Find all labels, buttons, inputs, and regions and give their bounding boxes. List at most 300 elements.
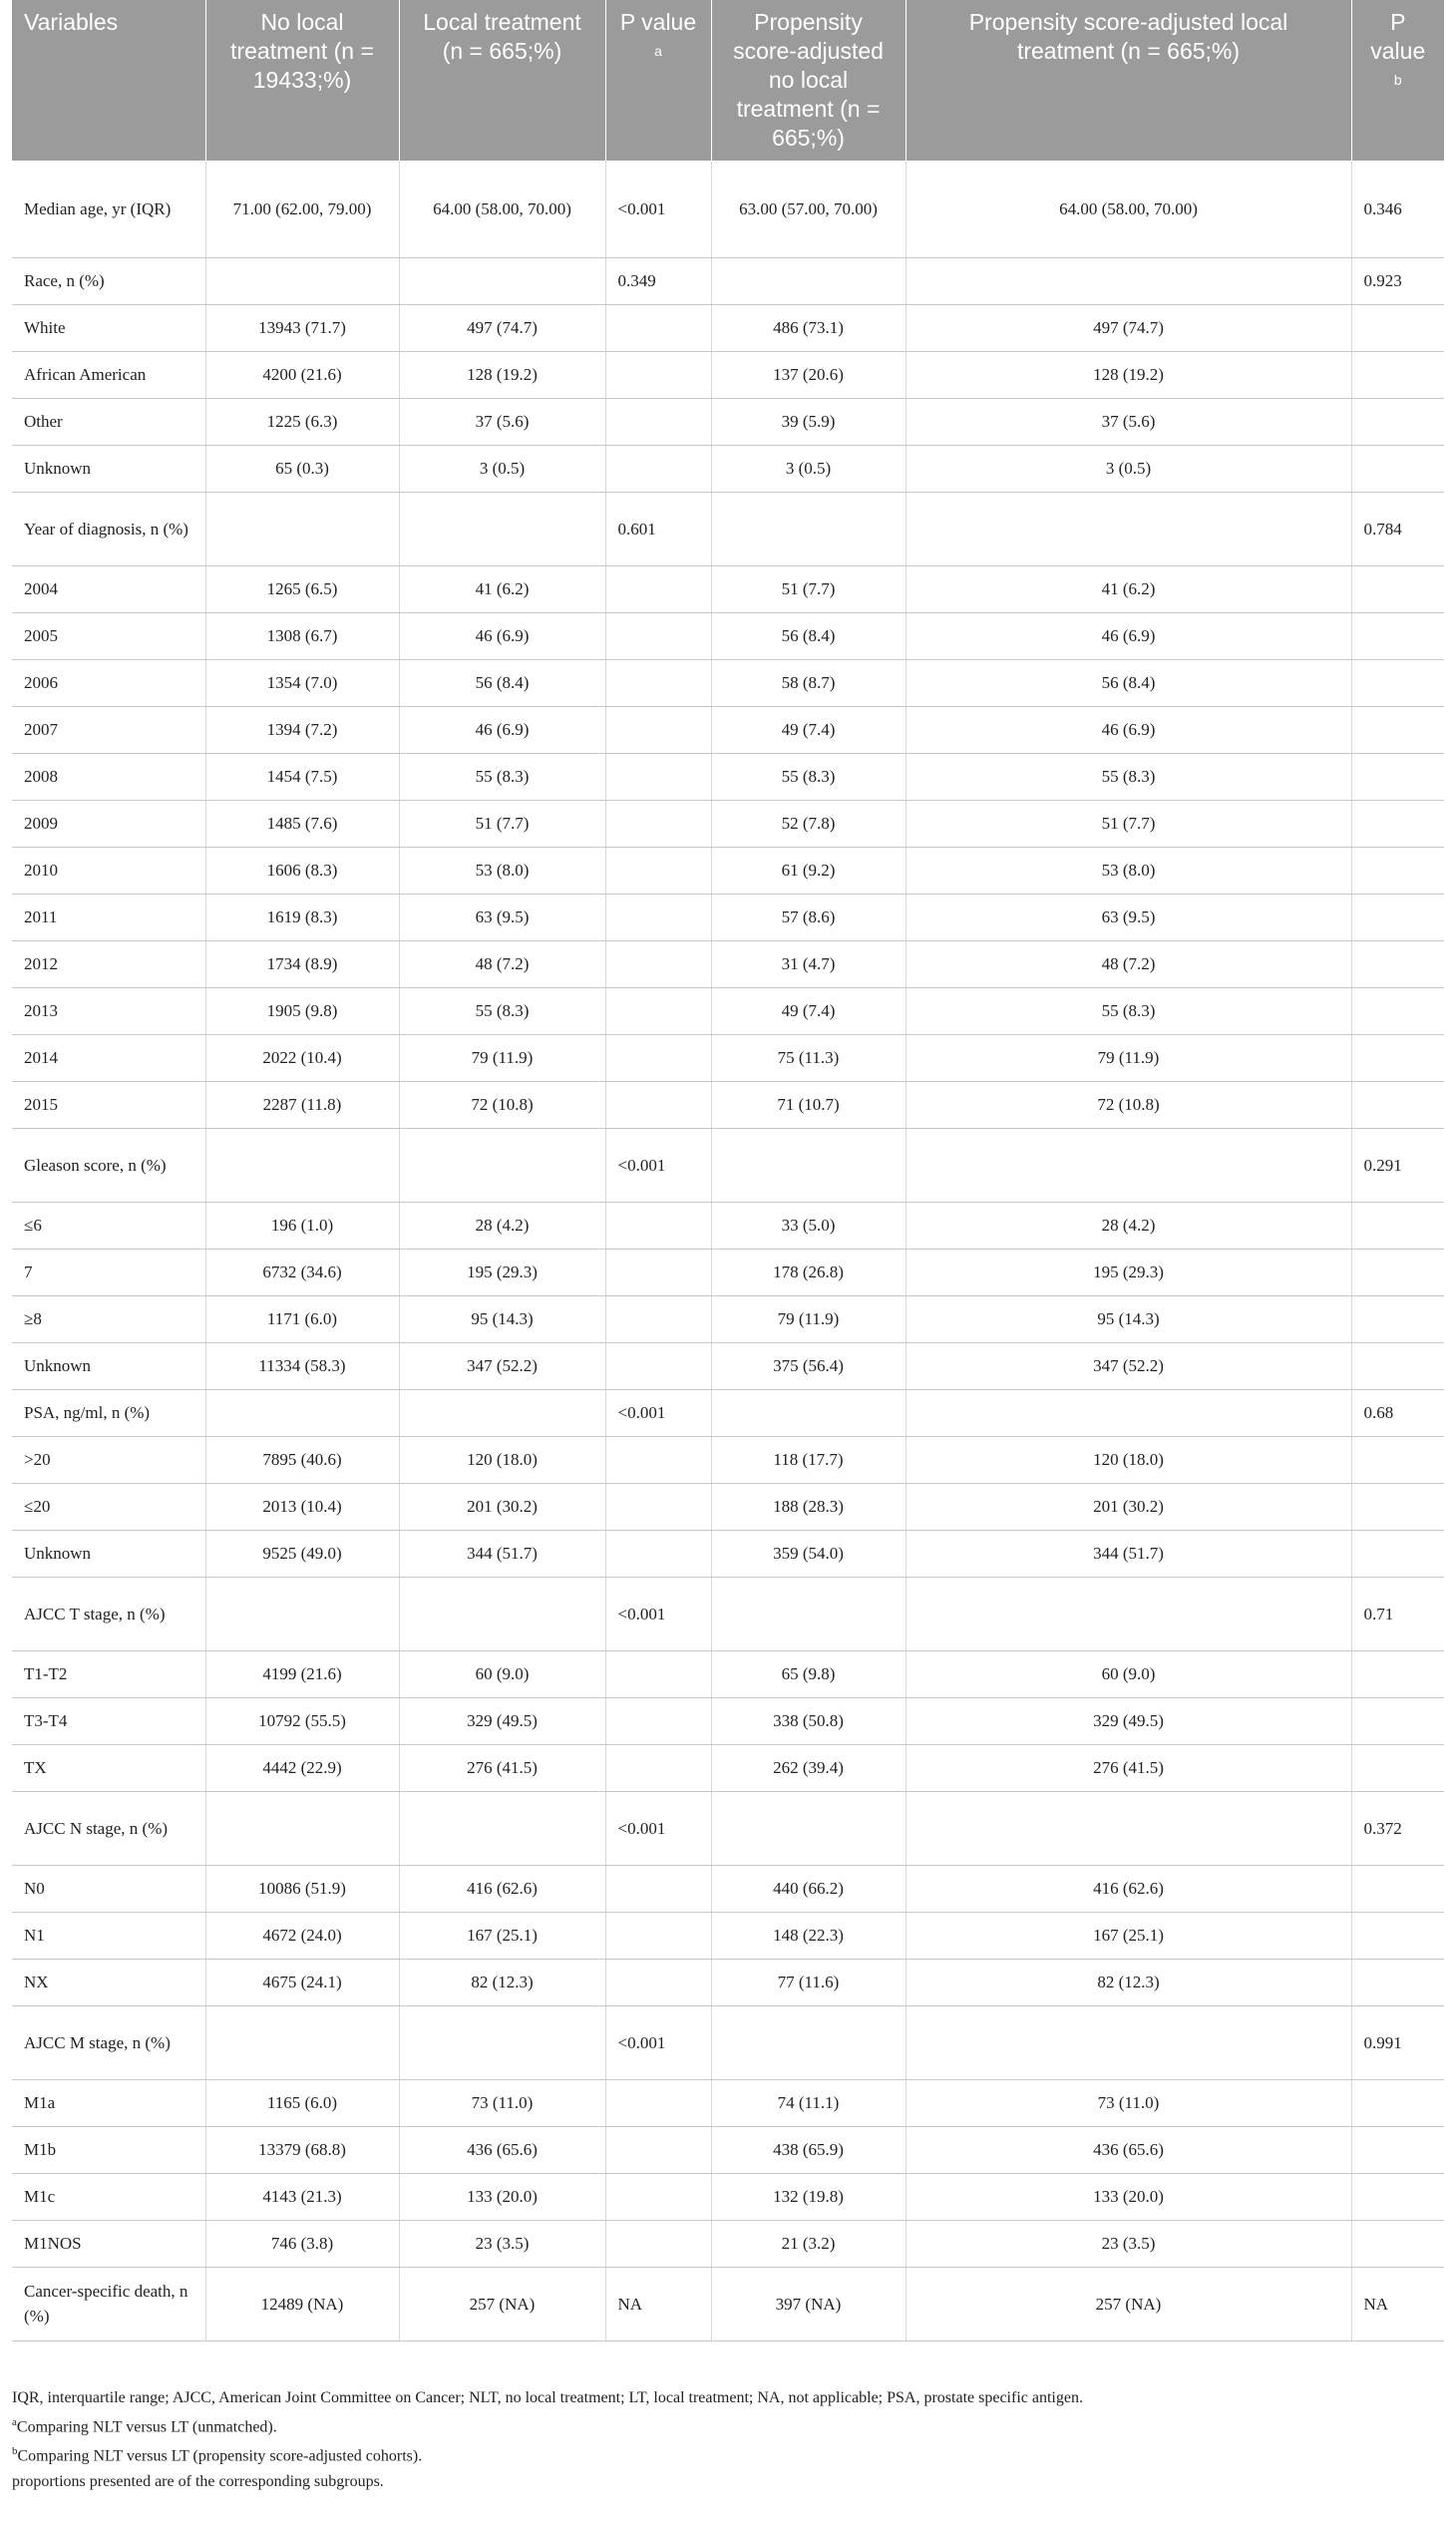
header-label: Local treatment (n = 665;%) [423, 9, 581, 64]
table-row [12, 2005, 1444, 2079]
value-cell [711, 1389, 906, 1436]
header-no-local-treatment [205, 0, 399, 161]
value-cell: <0.001 [605, 161, 711, 257]
value-cell [605, 847, 711, 894]
table-row [12, 1483, 1444, 1530]
value-cell: 1485 (7.6) [205, 800, 399, 847]
table-row [12, 1744, 1444, 1791]
table-row [12, 612, 1444, 659]
value-cell [1351, 800, 1444, 847]
table-row [12, 304, 1444, 351]
value-cell: 46 (6.9) [906, 612, 1351, 659]
table-row [12, 2220, 1444, 2267]
value-cell: 41 (6.2) [906, 565, 1351, 612]
value-cell [605, 398, 711, 445]
value-cell [906, 257, 1351, 304]
value-cell [1351, 847, 1444, 894]
value-cell: 31 (4.7) [711, 940, 906, 987]
value-cell [605, 1249, 711, 1295]
value-cell [1351, 753, 1444, 800]
variable-cell: >20 [12, 1436, 205, 1483]
value-cell [1351, 1342, 1444, 1389]
table-row [12, 1342, 1444, 1389]
footnote-b-text: Comparing NLT versus LT (propensity score-adjusted cohorts). [17, 2447, 423, 2465]
table-row [12, 1081, 1444, 1128]
value-cell: 55 (8.3) [399, 987, 605, 1034]
value-cell: 4199 (21.6) [205, 1650, 399, 1697]
value-cell: 375 (56.4) [711, 1342, 906, 1389]
variable-cell: 2004 [12, 565, 205, 612]
header-label: No local treatment (n = 19433;%) [230, 9, 374, 93]
table-row [12, 257, 1444, 304]
variable-cell: 7 [12, 1249, 205, 1295]
value-cell [605, 753, 711, 800]
variable-cell: ≤20 [12, 1483, 205, 1530]
value-cell: 28 (4.2) [399, 1202, 605, 1249]
table-row [12, 894, 1444, 940]
value-cell: 1734 (8.9) [205, 940, 399, 987]
value-cell [605, 565, 711, 612]
value-cell [605, 1912, 711, 1959]
value-cell [1351, 304, 1444, 351]
value-cell [1351, 1744, 1444, 1791]
value-cell: 0.372 [1351, 1791, 1444, 1865]
value-cell: 167 (25.1) [906, 1912, 1351, 1959]
variable-cell: 2007 [12, 706, 205, 753]
value-cell [605, 940, 711, 987]
value-cell: 77 (11.6) [711, 1959, 906, 2005]
value-cell: 0.346 [1351, 161, 1444, 257]
value-cell [1351, 2079, 1444, 2126]
value-cell: 344 (51.7) [399, 1530, 605, 1577]
value-cell [906, 1389, 1351, 1436]
value-cell: 257 (NA) [399, 2267, 605, 2341]
value-cell [1351, 659, 1444, 706]
value-cell [1351, 1483, 1444, 1530]
table-row [12, 398, 1444, 445]
value-cell: 0.601 [605, 492, 711, 565]
variable-cell: NX [12, 1959, 205, 2005]
value-cell: 329 (49.5) [906, 1697, 1351, 1744]
value-cell: 148 (22.3) [711, 1912, 906, 1959]
value-cell [399, 2005, 605, 2079]
value-cell [1351, 565, 1444, 612]
value-cell: 4442 (22.9) [205, 1744, 399, 1791]
value-cell: 4143 (21.3) [205, 2173, 399, 2220]
value-cell: 133 (20.0) [906, 2173, 1351, 2220]
variable-cell: Other [12, 398, 205, 445]
value-cell [605, 1436, 711, 1483]
value-cell [1351, 987, 1444, 1034]
value-cell [605, 894, 711, 940]
value-cell [605, 1650, 711, 1697]
value-cell: 28 (4.2) [906, 1202, 1351, 1249]
variable-cell: 2011 [12, 894, 205, 940]
value-cell: 60 (9.0) [399, 1650, 605, 1697]
header-label: Variables [24, 9, 119, 35]
value-cell: 2013 (10.4) [205, 1483, 399, 1530]
variable-cell: 2008 [12, 753, 205, 800]
value-cell [605, 1530, 711, 1577]
value-cell [1351, 351, 1444, 398]
value-cell: 195 (29.3) [906, 1249, 1351, 1295]
value-cell [605, 1744, 711, 1791]
value-cell: 53 (8.0) [906, 847, 1351, 894]
table-row [12, 445, 1444, 492]
value-cell: 46 (6.9) [399, 706, 605, 753]
value-cell: 1394 (7.2) [205, 706, 399, 753]
footnote-a [12, 2412, 1444, 2437]
value-cell: 10792 (55.5) [205, 1697, 399, 1744]
value-cell: 41 (6.2) [399, 565, 605, 612]
value-cell: 257 (NA) [906, 2267, 1351, 2341]
value-cell: 416 (62.6) [906, 1865, 1351, 1912]
value-cell: 79 (11.9) [711, 1295, 906, 1342]
footnote-b [12, 2441, 1444, 2466]
table-row [12, 1436, 1444, 1483]
value-cell: 2022 (10.4) [205, 1034, 399, 1081]
header-footnote-mark: a [654, 43, 662, 59]
value-cell [205, 1577, 399, 1650]
table-body [12, 161, 1444, 2341]
value-cell [711, 1128, 906, 1202]
variable-cell: M1a [12, 2079, 205, 2126]
variable-cell: 2005 [12, 612, 205, 659]
value-cell: 120 (18.0) [399, 1436, 605, 1483]
header-p-value-b [1351, 0, 1444, 161]
value-cell [1351, 1530, 1444, 1577]
value-cell: 132 (19.8) [711, 2173, 906, 2220]
value-cell [1351, 445, 1444, 492]
value-cell: 1905 (9.8) [205, 987, 399, 1034]
variable-cell: 2006 [12, 659, 205, 706]
value-cell: 436 (65.6) [399, 2126, 605, 2173]
value-cell: <0.001 [605, 1128, 711, 1202]
value-cell: 33 (5.0) [711, 1202, 906, 1249]
value-cell [605, 304, 711, 351]
value-cell: 196 (1.0) [205, 1202, 399, 1249]
value-cell: 63.00 (57.00, 70.00) [711, 161, 906, 257]
footnote-a-text: Comparing NLT versus LT (unmatched). [16, 2418, 277, 2436]
table-row [12, 1034, 1444, 1081]
table-row [12, 987, 1444, 1034]
value-cell [906, 1577, 1351, 1650]
variable-cell: AJCC T stage, n (%) [12, 1577, 205, 1650]
value-cell: 397 (NA) [711, 2267, 906, 2341]
value-cell: 74 (11.1) [711, 2079, 906, 2126]
value-cell [605, 1865, 711, 1912]
value-cell: 23 (3.5) [399, 2220, 605, 2267]
value-cell: 6732 (34.6) [205, 1249, 399, 1295]
variable-cell: 2013 [12, 987, 205, 1034]
value-cell: 95 (14.3) [906, 1295, 1351, 1342]
value-cell: 10086 (51.9) [205, 1865, 399, 1912]
table-row [12, 1202, 1444, 1249]
value-cell [1351, 706, 1444, 753]
value-cell: 60 (9.0) [906, 1650, 1351, 1697]
value-cell: 56 (8.4) [711, 612, 906, 659]
value-cell [399, 1791, 605, 1865]
value-cell: 13943 (71.7) [205, 304, 399, 351]
value-cell [906, 1128, 1351, 1202]
value-cell [906, 492, 1351, 565]
header-p-value-a [605, 0, 711, 161]
value-cell: 37 (5.6) [906, 398, 1351, 445]
value-cell: 262 (39.4) [711, 1744, 906, 1791]
value-cell: 329 (49.5) [399, 1697, 605, 1744]
header-label: P value [619, 9, 697, 35]
value-cell [605, 800, 711, 847]
value-cell [1351, 612, 1444, 659]
value-cell: NA [1351, 2267, 1444, 2341]
value-cell: 7895 (40.6) [205, 1436, 399, 1483]
value-cell: 118 (17.7) [711, 1436, 906, 1483]
value-cell [605, 1697, 711, 1744]
table-row [12, 1249, 1444, 1295]
value-cell: 1171 (6.0) [205, 1295, 399, 1342]
value-cell: 497 (74.7) [399, 304, 605, 351]
variable-cell: 2012 [12, 940, 205, 987]
value-cell: 79 (11.9) [399, 1034, 605, 1081]
variable-cell: Year of diagnosis, n (%) [12, 492, 205, 565]
value-cell: 1225 (6.3) [205, 398, 399, 445]
value-cell [399, 1577, 605, 1650]
value-cell: 49 (7.4) [711, 706, 906, 753]
value-cell [605, 1959, 711, 2005]
value-cell: 64.00 (58.00, 70.00) [906, 161, 1351, 257]
value-cell [605, 987, 711, 1034]
value-cell [1351, 1295, 1444, 1342]
value-cell [605, 445, 711, 492]
table-row [12, 351, 1444, 398]
value-cell: 21 (3.2) [711, 2220, 906, 2267]
value-cell [1351, 1249, 1444, 1295]
value-cell [1351, 2220, 1444, 2267]
variable-cell: T3-T4 [12, 1697, 205, 1744]
variable-cell: M1b [12, 2126, 205, 2173]
value-cell [605, 1483, 711, 1530]
variable-cell: T1-T2 [12, 1650, 205, 1697]
value-cell: 440 (66.2) [711, 1865, 906, 1912]
header-label: P value [1370, 9, 1426, 64]
value-cell: 51 (7.7) [399, 800, 605, 847]
value-cell [1351, 894, 1444, 940]
value-cell [906, 2005, 1351, 2079]
value-cell: 82 (12.3) [906, 1959, 1351, 2005]
value-cell: 0.68 [1351, 1389, 1444, 1436]
value-cell: 1308 (6.7) [205, 612, 399, 659]
header-label: Propensity score-adjusted no local treatment (n = 665;%) [733, 9, 884, 151]
value-cell: 51 (7.7) [711, 565, 906, 612]
value-cell: 0.349 [605, 257, 711, 304]
value-cell: <0.001 [605, 1389, 711, 1436]
value-cell: 201 (30.2) [906, 1483, 1351, 1530]
value-cell: 436 (65.6) [906, 2126, 1351, 2173]
value-cell [711, 2005, 906, 2079]
table-footnotes [12, 2387, 1444, 2496]
value-cell: 63 (9.5) [906, 894, 1351, 940]
header-label: Propensity score-adjusted local treatment (n = 665;%) [968, 9, 1288, 64]
variable-cell: ≤6 [12, 1202, 205, 1249]
value-cell [605, 612, 711, 659]
value-cell [1351, 1650, 1444, 1697]
value-cell: 178 (26.8) [711, 1249, 906, 1295]
value-cell: 1454 (7.5) [205, 753, 399, 800]
value-cell [605, 2079, 711, 2126]
table-row [12, 1295, 1444, 1342]
value-cell: 37 (5.6) [399, 398, 605, 445]
variable-cell: Median age, yr (IQR) [12, 161, 205, 257]
value-cell: 3 (0.5) [399, 445, 605, 492]
value-cell: <0.001 [605, 1577, 711, 1650]
value-cell: 49 (7.4) [711, 987, 906, 1034]
value-cell: 73 (11.0) [399, 2079, 605, 2126]
value-cell: 128 (19.2) [906, 351, 1351, 398]
value-cell [605, 1202, 711, 1249]
baseline-characteristics-table [12, 0, 1444, 2342]
table-container [12, 0, 1444, 2490]
value-cell [399, 492, 605, 565]
value-cell: 0.991 [1351, 2005, 1444, 2079]
variable-cell: AJCC M stage, n (%) [12, 2005, 205, 2079]
variable-cell: TX [12, 1744, 205, 1791]
value-cell: 1619 (8.3) [205, 894, 399, 940]
table-row [12, 940, 1444, 987]
footnote-abbreviations: IQR, interquartile range; AJCC, American Joint Committee on Cancer; NLT, no local treatment; LT, local treatment; NA, not applicable; PSA, prostate specific antigen. [12, 2389, 1083, 2406]
value-cell: 12489 (NA) [205, 2267, 399, 2341]
value-cell [605, 2173, 711, 2220]
variable-cell: Unknown [12, 445, 205, 492]
value-cell [1351, 1697, 1444, 1744]
variable-cell: N1 [12, 1912, 205, 1959]
value-cell: 72 (10.8) [399, 1081, 605, 1128]
footnote-b-mark: b [12, 2445, 18, 2458]
variable-cell: M1NOS [12, 2220, 205, 2267]
table-row [12, 1791, 1444, 1865]
value-cell [1351, 1081, 1444, 1128]
value-cell [605, 2126, 711, 2173]
value-cell [205, 257, 399, 304]
value-cell: 201 (30.2) [399, 1483, 605, 1530]
header-variables [12, 0, 205, 161]
value-cell [605, 659, 711, 706]
footnote-a-mark: a [12, 2416, 17, 2428]
value-cell [605, 1295, 711, 1342]
value-cell: 73 (11.0) [906, 2079, 1351, 2126]
table-row [12, 1912, 1444, 1959]
value-cell: 64.00 (58.00, 70.00) [399, 161, 605, 257]
value-cell [1351, 1865, 1444, 1912]
value-cell: 46 (6.9) [399, 612, 605, 659]
value-cell [399, 1128, 605, 1202]
value-cell: 46 (6.9) [906, 706, 1351, 753]
value-cell: 0.71 [1351, 1577, 1444, 1650]
table-row [12, 565, 1444, 612]
value-cell [1351, 1202, 1444, 1249]
value-cell [605, 706, 711, 753]
value-cell: 276 (41.5) [399, 1744, 605, 1791]
table-row [12, 1959, 1444, 2005]
value-cell: 13379 (68.8) [205, 2126, 399, 2173]
variable-cell: M1c [12, 2173, 205, 2220]
variable-cell: White [12, 304, 205, 351]
value-cell [1351, 398, 1444, 445]
variable-cell: African American [12, 351, 205, 398]
variable-cell: Unknown [12, 1342, 205, 1389]
value-cell: NA [605, 2267, 711, 2341]
value-cell [906, 1791, 1351, 1865]
value-cell: 133 (20.0) [399, 2173, 605, 2220]
value-cell: 75 (11.3) [711, 1034, 906, 1081]
variable-cell: ≥8 [12, 1295, 205, 1342]
table-row [12, 659, 1444, 706]
table-row [12, 2079, 1444, 2126]
value-cell [605, 1081, 711, 1128]
value-cell: 71.00 (62.00, 79.00) [205, 161, 399, 257]
value-cell: 61 (9.2) [711, 847, 906, 894]
value-cell: 71 (10.7) [711, 1081, 906, 1128]
value-cell [205, 1128, 399, 1202]
value-cell: 120 (18.0) [906, 1436, 1351, 1483]
value-cell [1351, 1912, 1444, 1959]
value-cell: 128 (19.2) [399, 351, 605, 398]
value-cell: 95 (14.3) [399, 1295, 605, 1342]
table-row [12, 2173, 1444, 2220]
value-cell: 3 (0.5) [711, 445, 906, 492]
value-cell: 56 (8.4) [399, 659, 605, 706]
value-cell [711, 492, 906, 565]
value-cell: 39 (5.9) [711, 398, 906, 445]
value-cell [605, 1034, 711, 1081]
value-cell: 48 (7.2) [399, 940, 605, 987]
value-cell: 1606 (8.3) [205, 847, 399, 894]
table-row [12, 1389, 1444, 1436]
table-row [12, 847, 1444, 894]
table-row [12, 1577, 1444, 1650]
value-cell: 0.923 [1351, 257, 1444, 304]
value-cell [399, 1389, 605, 1436]
value-cell: 65 (0.3) [205, 445, 399, 492]
value-cell: 58 (8.7) [711, 659, 906, 706]
value-cell: 11334 (58.3) [205, 1342, 399, 1389]
value-cell: 347 (52.2) [906, 1342, 1351, 1389]
variable-cell: Gleason score, n (%) [12, 1128, 205, 1202]
table-row [12, 161, 1444, 257]
value-cell: 79 (11.9) [906, 1034, 1351, 1081]
value-cell: 137 (20.6) [711, 351, 906, 398]
value-cell: 0.784 [1351, 492, 1444, 565]
value-cell: 63 (9.5) [399, 894, 605, 940]
header-row [12, 0, 1444, 161]
value-cell: <0.001 [605, 2005, 711, 2079]
value-cell: 0.291 [1351, 1128, 1444, 1202]
value-cell: 1165 (6.0) [205, 2079, 399, 2126]
value-cell: 4200 (21.6) [205, 351, 399, 398]
header-ps-local-treatment [906, 0, 1351, 161]
value-cell [1351, 1034, 1444, 1081]
variable-cell: AJCC N stage, n (%) [12, 1791, 205, 1865]
variable-cell: 2009 [12, 800, 205, 847]
table-row [12, 1650, 1444, 1697]
value-cell: 347 (52.2) [399, 1342, 605, 1389]
value-cell [711, 1577, 906, 1650]
value-cell: 276 (41.5) [906, 1744, 1351, 1791]
value-cell: 4675 (24.1) [205, 1959, 399, 2005]
value-cell: 416 (62.6) [399, 1865, 605, 1912]
variable-cell: Cancer-specific death, n (%) [12, 2267, 205, 2341]
variable-cell: Unknown [12, 1530, 205, 1577]
header-footnote-mark: b [1393, 72, 1402, 88]
